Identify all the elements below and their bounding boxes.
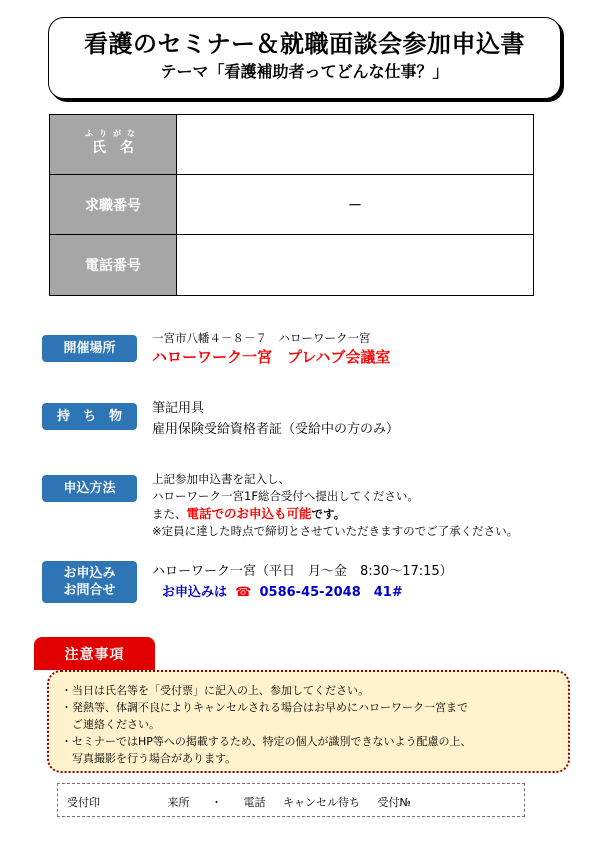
form-row-name — [50, 115, 534, 175]
belongings-badge: 持 ち 物 — [42, 403, 137, 430]
name-input-cell[interactable] — [177, 115, 534, 175]
contact-info — [152, 561, 453, 603]
venue-room: ハローワーク一宮 プレハブ会議室 — [152, 348, 391, 366]
contact-hours: ハローワーク一宮（平日 月～金 8:30～17:15） — [152, 564, 453, 579]
job-number-label: 求職番号 — [50, 175, 177, 235]
reception-number-label: 受付№ — [377, 796, 411, 809]
contact-phone-line — [152, 582, 453, 603]
reception-phone-label: 電話 — [243, 796, 266, 809]
caution-item: 写真撮影を行う場合があります。 — [72, 752, 237, 765]
page-subtitle: テーマ「看護補助者ってどんな仕事？」 — [160, 62, 449, 81]
application-line — [152, 505, 518, 523]
belongings-item: 筆記用具 — [152, 401, 205, 416]
venue-address: 一宮市八幡４－８－７ ハローワーク一宮 — [152, 331, 371, 345]
phone-icon: ☎ — [235, 585, 252, 600]
application-note: ※定員に達した時点で締切とさせていただきますのでご了承ください。 — [152, 524, 519, 538]
caution-box — [47, 670, 570, 773]
reception-cancel-wait-label: キャンセル待ち — [283, 796, 360, 809]
contact-badge — [42, 561, 137, 603]
furigana-label: ふりがな — [85, 128, 141, 138]
application-line-post: です。 — [311, 507, 346, 521]
belongings-item: 雇用保険受給資格者証（受給中の方のみ） — [152, 422, 400, 437]
caution-item: ご連絡ください。 — [72, 718, 160, 731]
phone-input-cell[interactable] — [177, 235, 534, 296]
application-line: 上記参加申込書を記入し、 — [152, 472, 290, 486]
application-line-pre: また、 — [152, 507, 187, 521]
contact-apply-label: お申込みは — [162, 585, 228, 600]
reception-separator: ・ — [211, 796, 222, 809]
name-label-cell — [50, 115, 177, 175]
contact-phone-number[interactable]: 0586-45-2048 41# — [259, 585, 403, 600]
venue-badge: 開催場所 — [42, 335, 137, 362]
reception-stamp-label: 受付印 — [67, 796, 100, 809]
phone-label: 電話番号 — [50, 235, 177, 296]
form-row-phone — [50, 235, 534, 296]
reception-strip — [57, 783, 525, 817]
name-label: 氏名 — [92, 139, 148, 156]
application-form-table — [49, 114, 534, 296]
application-line: ハローワーク一宮1F総合受付へ提出してください。 — [152, 489, 419, 503]
reception-visit-label: 来所 — [167, 796, 190, 809]
contact-badge-line2: お問合せ — [63, 583, 116, 598]
caution-item: ・発熱等、体調不良によりキャンセルされる場合はお早めにハローワーク一宮まで — [61, 701, 468, 714]
page-title: 看護のセミナー＆就職面談会参加申込書 — [84, 30, 525, 58]
belongings-info — [152, 398, 399, 440]
application-phone-highlight: 電話でのお申込も可能 — [186, 506, 312, 521]
job-number-input-cell[interactable]: － — [177, 175, 534, 235]
caution-tab: 注意事項 — [34, 637, 155, 670]
application-badge: 申込方法 — [42, 475, 137, 502]
title-box — [48, 17, 561, 99]
venue-info — [152, 330, 390, 368]
contact-badge-line1: お申込み — [63, 566, 116, 581]
caution-item: ・当日は氏名等を「受付票」に記入の上、参加してください。 — [61, 684, 369, 697]
form-row-job-number — [50, 175, 534, 235]
caution-item: ・セミナーではHP等への掲載するため、特定の個人が識別できないよう配慮の上、 — [61, 735, 472, 748]
application-info — [152, 471, 518, 540]
